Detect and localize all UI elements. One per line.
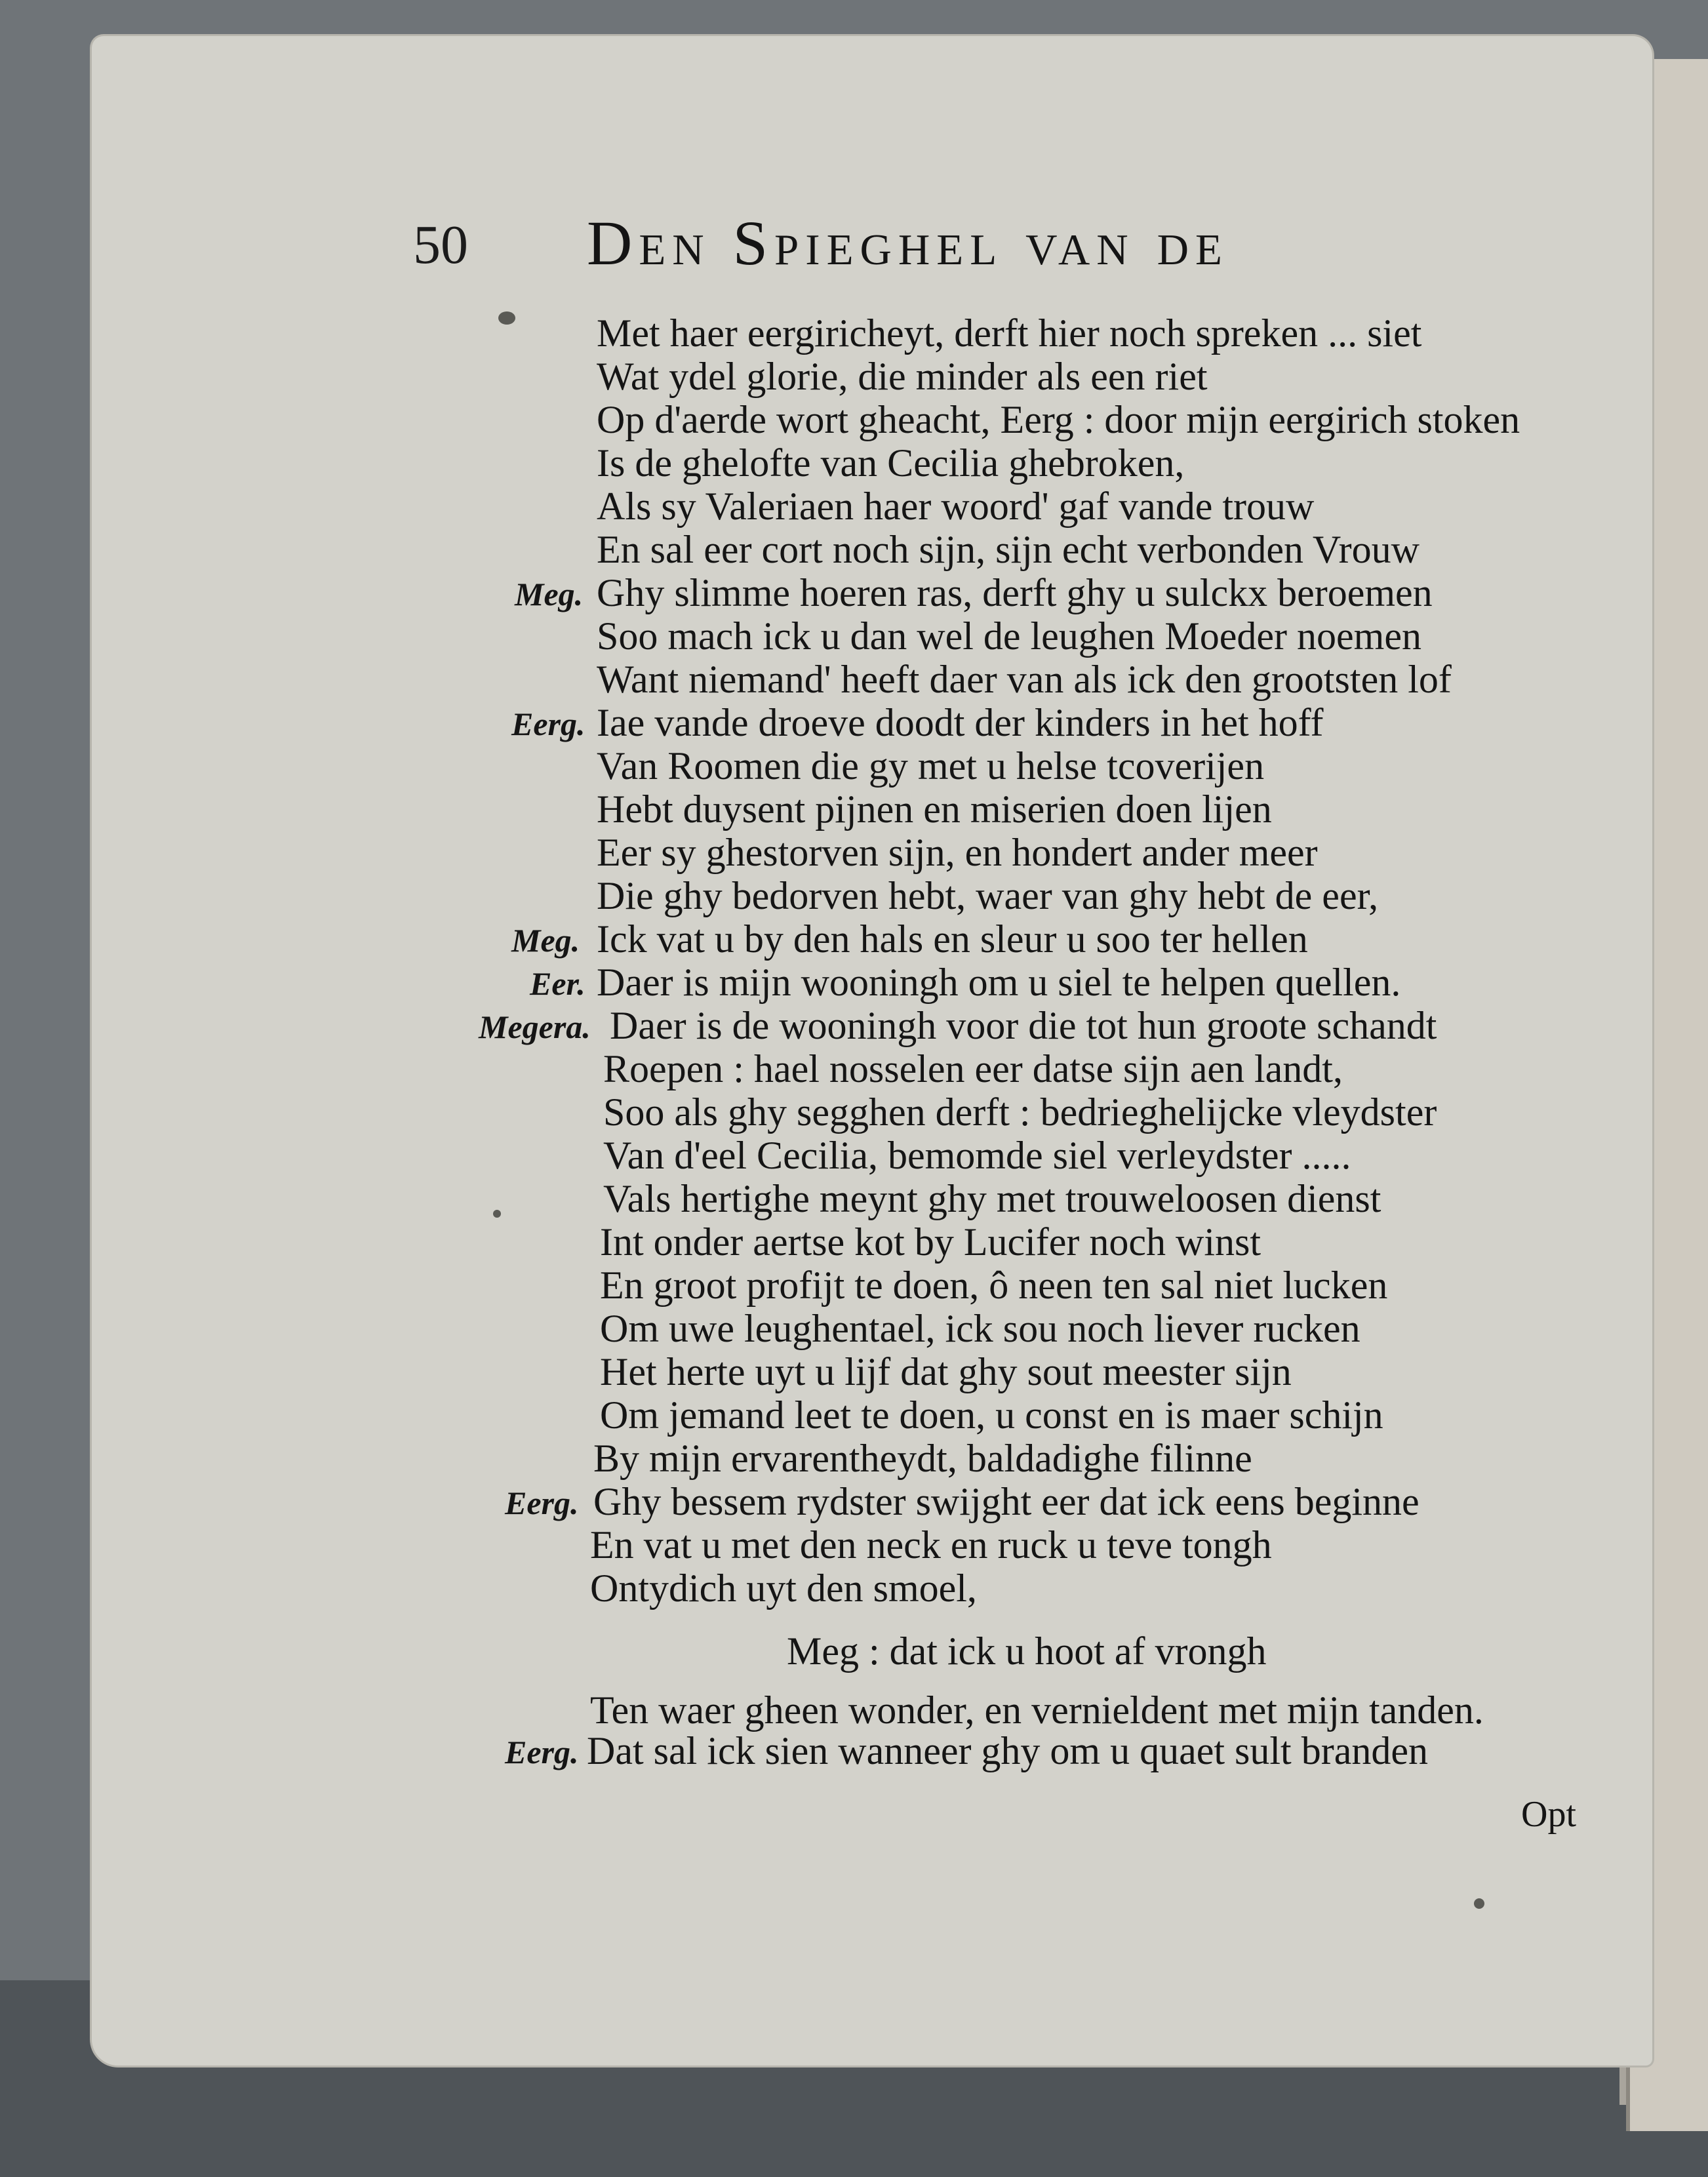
verse-line: En vat u met den neck en ruck u teve tongh: [590, 1523, 1272, 1567]
verse-line: Eer sy ghestorven sijn, en hondert ander meer: [597, 831, 1318, 874]
verse-line: Wat ydel glorie, die minder als een riet: [597, 355, 1208, 398]
speaker-label: Meg.: [511, 922, 580, 959]
verse-line: Die ghy bedorven hebt, waer van ghy hebt de eer,: [597, 874, 1379, 917]
verse-line: Vals hertighe meynt ghy met trouweloosen dienst: [603, 1177, 1381, 1220]
verse-line: Om uwe leughentael, ick sou noch liever rucken: [600, 1307, 1360, 1350]
running-title: Den Spieghel van de: [587, 208, 1229, 278]
paper-spot: [493, 1210, 501, 1218]
verse-line: Het herte uyt u lijf dat ghy sout meester sijn: [600, 1350, 1292, 1393]
speaker-label: Megera.: [479, 1009, 591, 1045]
verse-line: En groot profijt te doen, ô neen ten sal niet lucken: [600, 1264, 1388, 1307]
book-page: [92, 36, 1652, 2066]
verse-line: Om jemand leet te doen, u const en is maer schijn: [600, 1393, 1383, 1437]
paper-spot: [498, 311, 515, 325]
verse-line: Ontydich uyt den smoel,: [590, 1567, 977, 1610]
verse-line: Soo als ghy segghen derft : bedrieghelijcke vleydster: [603, 1090, 1437, 1134]
verse-line: Dat sal ick sien wanneer ghy om u quaet sult branden: [587, 1729, 1428, 1772]
verse-text: [92, 36, 1652, 2066]
verse-line: Iae vande droeve doodt der kinders in het hoff: [597, 701, 1324, 744]
speaker-label: Eerg.: [505, 1734, 579, 1770]
verse-line: Is de ghelofte van Cecilia ghebroken,: [597, 441, 1185, 485]
verse-line: Ten waer gheen wonder, en vernieldent met mijn tanden.: [590, 1688, 1484, 1732]
speaker-label: Eer.: [530, 965, 586, 1002]
speaker-label: Meg.: [515, 576, 584, 612]
verse-line: Roepen : hael nosselen eer datse sijn aen landt,: [603, 1047, 1343, 1090]
verse-line: Van Roomen die gy met u helse tcoverijen: [597, 744, 1265, 788]
verse-line: Ghy bessem rydster swijght eer dat ick eens beginne: [593, 1480, 1420, 1523]
verse-line: Van d'eel Cecilia, bemomde siel verleydster .....: [603, 1134, 1351, 1177]
paper-spot: [1474, 1898, 1484, 1909]
speaker-label: Eerg.: [505, 1485, 579, 1521]
verse-line: By mijn ervarentheydt, baldadighe filinne: [593, 1437, 1252, 1480]
verse-line: Met haer eergiricheyt, derft hier noch spreken ... siet: [597, 311, 1422, 355]
verse-line: Daer is de wooningh voor die tot hun groote schandt: [610, 1004, 1437, 1047]
page-number: 50: [413, 214, 468, 275]
verse-line: Int onder aertse kot by Lucifer noch winst: [600, 1220, 1261, 1264]
verse-line: Want niemand' heeft daer van als ick den grootsten lof: [597, 658, 1452, 701]
catchword: Opt: [1521, 1794, 1576, 1835]
verse-line: Ick vat u by den hals en sleur u soo ter hellen: [597, 917, 1308, 961]
verse-line: Daer is mijn wooningh om u siel te helpen quellen.: [597, 961, 1401, 1004]
verse-line: Hebt duysent pijnen en miserien doen lijen: [597, 788, 1272, 831]
verse-line: Soo mach ick u dan wel de leughen Moeder noemen: [597, 614, 1421, 658]
verse-line: Op d'aerde wort gheacht, Eerg : door mijn eergirich stoken: [597, 398, 1520, 441]
speaker-label: Eerg.: [511, 706, 586, 742]
verse-line: Ghy slimme hoeren ras, derft ghy u sulckx beroemen: [597, 571, 1433, 614]
verse-line: En sal eer cort noch sijn, sijn echt verbonden Vrouw: [597, 528, 1420, 571]
verse-line: Meg : dat ick u hoot af vrongh: [787, 1629, 1267, 1673]
verse-line: Als sy Valeriaen haer woord' gaf vande trouw: [597, 485, 1315, 528]
